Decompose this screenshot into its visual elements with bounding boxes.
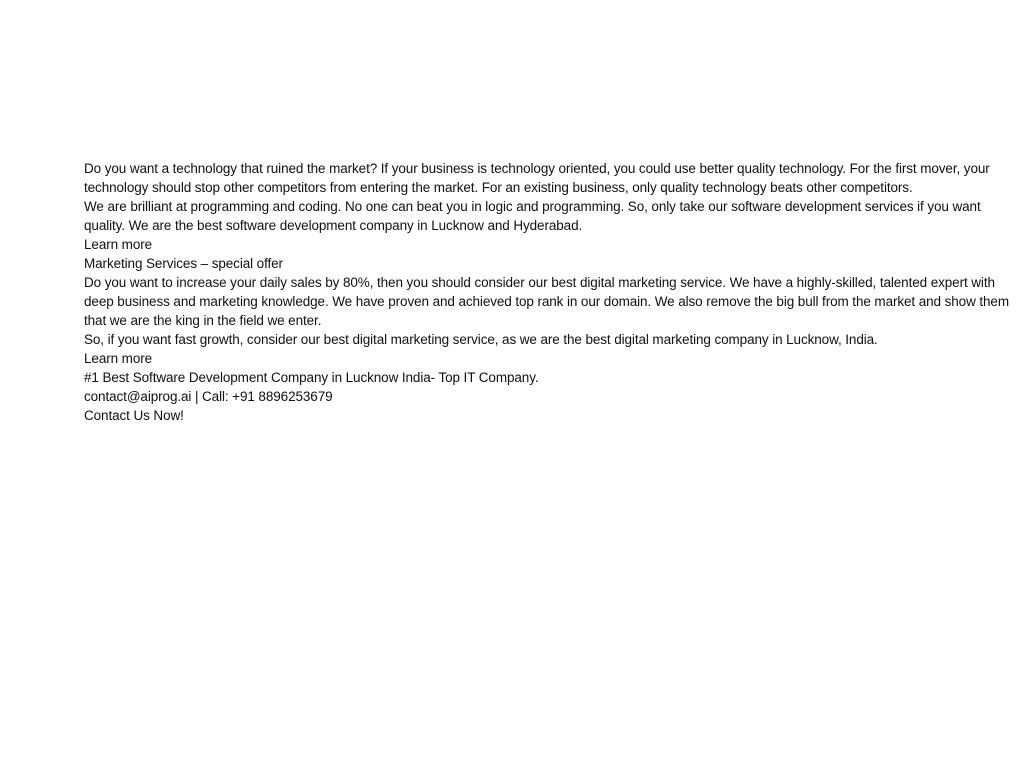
contact-us-row <box>84 406 1016 425</box>
software-paragraph-2: We are brilliant at programming and coding. No one can beat you in logic and programming. So, only take our software development services if you want quality. We are the best software development company in Lucknow and Hyderabad. <box>84 199 981 233</box>
marketing-heading: Marketing Services – special offer <box>84 256 283 271</box>
marketing-learn-more-row <box>84 349 1016 368</box>
page-content <box>84 159 1016 425</box>
marketing-paragraph-1: Do you want to increase your daily sales by 80%, then you should consider our best digital marketing service. We have a highly-skilled, talented expert with deep business and marketing knowledge. We have proven and achieved top rank in our domain. We also remove the big bull from the market and show them that we are the king in the field we enter. <box>84 275 1009 328</box>
software-paragraph-1: Do you want a technology that ruined the market? If your business is technology oriented, you could use better quality technology. For the first mover, your technology should stop other competitors from entering the market. For an existing business, only quality technology beats other competitors. <box>84 161 990 195</box>
marketing-learn-more-link[interactable]: Learn more <box>84 351 153 366</box>
software-learn-more-row <box>84 235 1016 254</box>
marketing-paragraph-2: So, if you want fast growth, consider our best digital marketing service, as we are the best digital marketing company in Lucknow, India. <box>84 332 878 347</box>
footer-contact-line: contact@aiprog.ai | Call: +91 8896253679 <box>84 389 333 404</box>
software-learn-more-link[interactable]: Learn more <box>84 237 153 252</box>
contact-us-link[interactable]: Contact Us Now! <box>84 408 184 423</box>
footer-tagline: #1 Best Software Development Company in Lucknow India- Top IT Company. <box>84 370 539 385</box>
